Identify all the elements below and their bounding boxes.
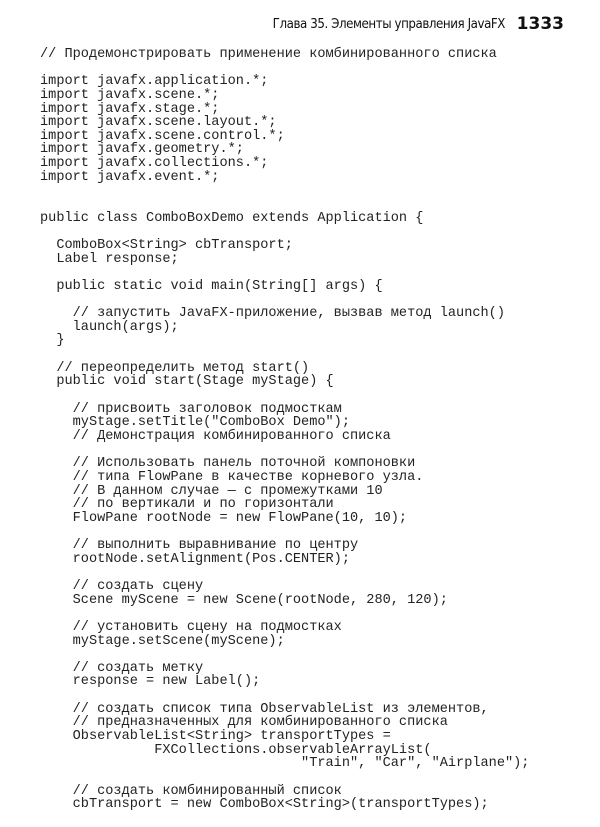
code-line: import javafx.scene.layout.*; — [40, 115, 277, 131]
code-line: ComboBox<String> cbTransport; — [40, 237, 293, 253]
code-line: // переопределить метод start() — [40, 360, 310, 376]
code-line — [40, 444, 580, 458]
code-line — [40, 525, 580, 539]
code-line: myStage.setTitle("ComboBox Demo"); — [40, 415, 350, 431]
code-line: import javafx.event.*; — [40, 169, 220, 185]
code-line — [40, 266, 580, 280]
code-line: myStage.setScene(myScene); — [40, 633, 285, 649]
code-line: // выполнить выравнивание по центру — [40, 538, 359, 554]
code-line: // по вертикали и по горизонтали — [40, 497, 334, 513]
code-line — [40, 648, 580, 662]
chapter-title: Глава 35. Элементы управления JavaFX — [272, 16, 505, 32]
code-line: // создать метку — [40, 660, 204, 676]
code-line: // создать список типа ObservableList из элементов, — [40, 701, 489, 717]
code-line: public static void main(String[] args) { — [40, 278, 383, 294]
code-line: // создать комбинированный список — [40, 783, 342, 799]
code-line: import javafx.scene.control.*; — [40, 128, 285, 144]
code-line: ObservableList<String> transportTypes = — [40, 729, 391, 745]
code-line: import javafx.collections.*; — [40, 156, 269, 172]
code-line — [40, 184, 580, 198]
code-line: rootNode.setAlignment(Pos.CENTER); — [40, 551, 350, 567]
running-header — [0, 14, 600, 36]
code-line: Label response; — [40, 251, 179, 267]
code-line: import javafx.application.*; — [40, 74, 269, 90]
code-line — [40, 771, 580, 785]
code-line: FlowPane rootNode = new FlowPane(10, 10); — [40, 510, 408, 526]
code-line: // создать сцену — [40, 578, 204, 594]
code-line — [40, 294, 580, 308]
code-line: // присвоить заголовок подмосткам — [40, 401, 342, 417]
code-line: FXCollections.observableArrayList( — [40, 742, 432, 758]
code-line: public void start(Stage myStage) { — [40, 374, 334, 390]
code-line: public class ComboBoxDemo extends Application { — [40, 210, 424, 226]
code-line — [40, 607, 580, 621]
code-line: cbTransport = new ComboBox<String>(transportTypes); — [40, 797, 489, 813]
code-line: // В данном случае — с промежутками 10 — [40, 483, 383, 499]
code-line: // Демонстрация комбинированного списка — [40, 428, 391, 444]
code-line: // установить сцену на подмостках — [40, 619, 342, 635]
code-line: "Train", "Car", "Airplane"); — [40, 756, 530, 772]
code-line — [40, 198, 580, 212]
code-line: // Продемонстрировать применение комбинированного списка — [40, 47, 497, 62]
code-line: // запустить JavaFX-приложение, вызвав метод launch() — [40, 306, 505, 322]
code-line: import javafx.stage.*; — [40, 101, 220, 117]
code-line: Scene myScene = new Scene(rootNode, 280, 120); — [40, 592, 448, 608]
code-line — [40, 389, 580, 403]
code-line: import javafx.scene.*; — [40, 87, 220, 103]
code-line: response = new Label(); — [40, 674, 261, 690]
code-line: } — [40, 333, 65, 349]
code-line — [40, 62, 580, 76]
code-line: launch(args); — [40, 319, 179, 335]
code-line: // Использовать панель поточной компоновки — [40, 456, 416, 472]
code-line: // предназначенных для комбинированного списка — [40, 715, 448, 731]
code-listing — [40, 48, 580, 812]
code-line: // типа FlowPane в качестве корневого узла. — [40, 469, 424, 485]
code-line — [40, 225, 580, 239]
page-number: 1333 — [516, 14, 564, 34]
code-line — [40, 348, 580, 362]
code-line: import javafx.geometry.*; — [40, 142, 244, 158]
code-line — [40, 566, 580, 580]
code-line — [40, 689, 580, 703]
